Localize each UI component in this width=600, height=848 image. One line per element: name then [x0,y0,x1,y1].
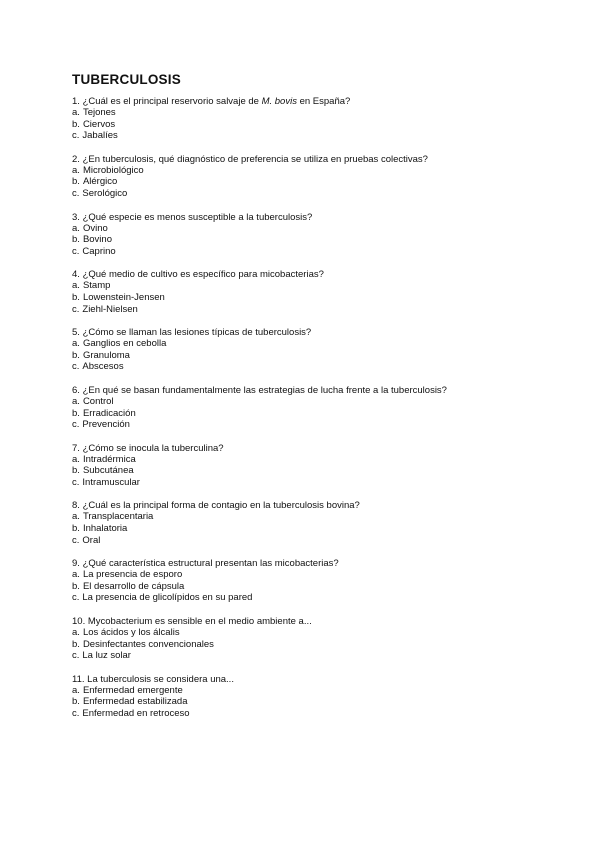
question-text [72,443,600,454]
question-number: 11. [72,673,85,685]
option-b [72,292,600,304]
option-letter: c. [72,245,80,257]
option-text: Inhalatoria [82,523,128,535]
option-text: Serológico [82,187,128,199]
question-text [72,327,600,338]
option-c [72,708,600,720]
option-text: Oral [82,534,101,546]
option-c [72,188,600,200]
option-text: Alérgico [82,176,118,188]
option-text: Ovino [82,222,108,234]
question-10 [72,616,600,662]
option-b [72,581,600,593]
question-body: Mycobacterium es sensible en el medio ambiente a... [87,616,312,628]
species-italic: M. bovis [261,96,297,107]
question-body: ¿Qué medio de cultivo es específico para micobacterias? [82,269,324,281]
question-number: 2. [72,153,80,165]
option-b [72,408,600,420]
question-number: 10. [72,616,86,628]
option-text: Prevención [82,419,130,431]
question-1 [72,96,600,142]
option-b [72,523,600,535]
option-text: Stamp [82,280,111,292]
option-a [72,627,600,639]
option-letter: c. [72,419,80,431]
question-body: ¿En qué se basan fundamentalmente las estrategias de lucha frente a la tuberculosis? [82,384,447,396]
question-body: ¿Qué característica estructural presentan las micobacterias? [82,558,339,570]
option-c [72,246,600,258]
option-letter: c. [72,361,80,373]
option-letter: b. [72,291,80,303]
option-letter: a. [72,453,80,465]
question-3 [72,212,600,258]
option-a [72,280,600,292]
option-text: Enfermedad emergente [82,684,183,696]
option-letter: b. [72,234,80,246]
question-text [72,212,600,223]
option-c [72,650,600,662]
option-text: Lowenstein-Jensen [82,291,165,303]
option-text: Jabalíes [82,130,118,142]
option-b [72,696,600,708]
option-text: Ganglios en cebolla [82,338,167,350]
question-7 [72,443,600,489]
option-b [72,119,600,131]
option-letter: a. [72,684,80,696]
option-a [72,511,600,523]
question-2 [72,154,600,200]
option-text: Ziehl-Nielsen [82,303,138,315]
option-text: Enfermedad en retroceso [82,708,190,719]
option-c [72,130,600,142]
question-number: 9. [72,558,80,570]
option-letter: a. [72,511,80,523]
option-b [72,639,600,651]
question-body: La tuberculosis se considera una... [87,673,234,685]
option-letter: b. [72,465,80,477]
option-text: Desinfectantes convencionales [82,638,214,650]
option-text: Bovino [82,234,112,246]
question-number: 6. [72,384,80,396]
question-body: ¿Cómo se llaman las lesiones típicas de tuberculosis? [82,327,312,339]
option-letter: c. [72,476,80,488]
question-text [72,96,600,107]
option-letter: c. [72,187,80,199]
option-text: Enfermedad estabilizada [82,696,188,708]
option-letter: a. [72,569,80,581]
option-b [72,176,600,188]
question-8 [72,500,600,546]
question-6 [72,385,600,431]
option-c [72,304,600,316]
option-letter: a. [72,280,80,292]
question-body: ¿Qué especie es menos susceptible a la tuberculosis? [82,211,313,223]
option-a [72,107,600,119]
option-letter: b. [72,407,80,419]
option-c [72,592,600,604]
option-letter: b. [72,349,80,361]
option-text: La presencia de glicolípidos en su pared [82,592,253,604]
question-text [72,558,600,569]
option-text: La presencia de esporo [82,569,183,581]
question-number: 8. [72,500,80,512]
option-text: Erradicación [82,407,136,419]
question-text [72,385,600,396]
question-text [72,674,600,685]
question-number: 5. [72,327,80,339]
question-text-before: ¿Cuál es el principal reservorio salvaje de [82,96,259,107]
option-letter: a. [72,164,80,176]
page-title: TUBERCULOSIS [72,72,181,87]
option-text: Caprino [82,245,116,257]
option-letter: c. [72,534,80,546]
option-c [72,361,600,373]
option-letter: a. [72,395,80,407]
option-text: Intradérmica [82,453,136,465]
option-a [72,685,600,697]
question-body: ¿Cómo se inocula la tuberculina? [82,442,224,454]
option-a [72,165,600,177]
option-text: Abscesos [82,361,124,373]
question-text [72,269,600,280]
question-number: 3. [72,211,80,223]
option-text: Microbiológico [82,164,144,176]
option-c [72,535,600,547]
question-text [72,500,600,511]
option-letter: b. [72,523,80,535]
option-letter: b. [72,176,80,188]
option-text: Control [82,395,114,407]
option-a [72,454,600,466]
option-a [72,396,600,408]
option-letter: b. [72,696,80,708]
option-text: Subcutánea [82,465,134,477]
question-number: 4. [72,269,80,281]
option-a [72,338,600,350]
question-4 [72,269,600,315]
option-b [72,350,600,362]
option-text: El desarrollo de cápsula [82,580,185,592]
option-letter: a. [72,627,80,639]
option-a [72,569,600,581]
option-letter: c. [72,650,80,662]
question-text [72,154,600,165]
option-text: Granuloma [82,349,130,361]
option-letter: c. [72,592,80,604]
option-letter: b. [72,638,80,650]
question-body: ¿Cuál es la principal forma de contagio en la tuberculosis bovina? [82,500,360,512]
option-letter: a. [72,222,80,234]
question-9 [72,558,600,604]
question-body: ¿En tuberculosis, qué diagnóstico de preferencia se utiliza en pruebas colectivas? [82,153,428,165]
option-letter: c. [72,130,80,142]
question-number: 7. [72,442,80,454]
question-5 [72,327,600,373]
option-text: Intramuscular [82,476,140,488]
option-b [72,234,600,246]
option-c [72,419,600,431]
option-text: Los ácidos y los álcalis [82,627,180,639]
question-text [72,616,600,627]
option-text: Tejones [82,107,116,118]
option-text: Ciervos [82,118,116,130]
option-b [72,465,600,477]
option-letter: b. [72,580,80,592]
option-letter: c. [72,303,80,315]
option-letter: c. [72,708,80,719]
question-number: 1. [72,96,80,107]
option-letter: a. [72,107,80,118]
option-text: La luz solar [82,650,131,662]
question-text-after: en España? [299,96,351,107]
option-letter: b. [72,118,80,130]
option-c [72,477,600,489]
question-11 [72,674,600,720]
option-text: Transplacentaria [82,511,154,523]
option-a [72,223,600,235]
option-letter: a. [72,338,80,350]
